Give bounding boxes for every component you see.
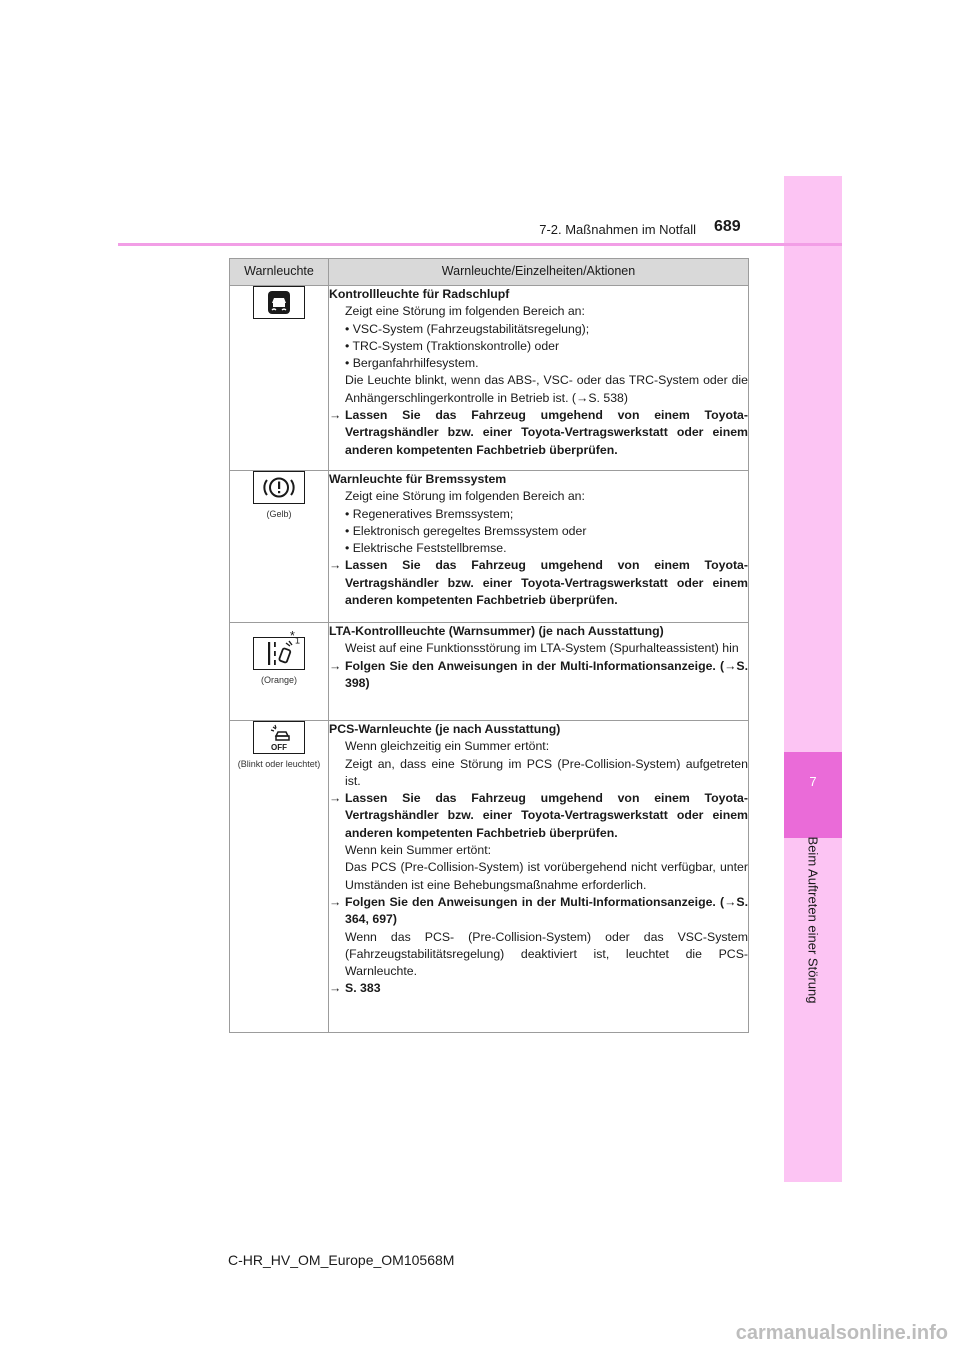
chapter-number: 7: [784, 752, 842, 838]
table-row: [230, 286, 749, 471]
header-rule: [118, 243, 842, 246]
arrow-icon: [329, 790, 345, 842]
bullet-item: • Regeneratives Bremssystem;: [345, 506, 514, 521]
watermark: carmanualsonline.info: [735, 1322, 948, 1344]
action-item: [329, 557, 748, 609]
arrow-icon: [329, 894, 345, 929]
action-item: [329, 894, 748, 929]
bullet-item: • TRC-System (Traktionskontrolle) oder: [345, 338, 560, 353]
section-title: 7-2. Maßnahmen im Notfall: [539, 222, 696, 237]
row-text: Das PCS (Pre-Collision-System) ist vorübergehend nicht verfügbar, unter Umständen ist eine Behebungsmaßnahme erforderlich.: [345, 860, 748, 892]
table-header-row: [230, 259, 749, 286]
action-item: [329, 658, 748, 693]
action-item: [329, 790, 748, 842]
table-row: [230, 471, 749, 623]
page-number: 689: [714, 218, 741, 235]
action-text: Folgen Sie den Anweisungen in der Multi-Informationsanzeige. (→S. 398): [345, 658, 748, 690]
row-text: Wenn kein Summer ertönt:: [345, 843, 492, 858]
row-text: Wenn das PCS- (Pre-Collision-System) oder das VSC-System (Fahrzeugstabilitätsregelung) deaktiviert ist, leuchtet die PCS-Warnleuchte.: [345, 929, 748, 979]
row-text: Weist auf eine Funktionsstörung im LTA-System (Spurhalteassistent) hin: [345, 641, 739, 656]
icon-cell: [230, 623, 329, 721]
table-row: [230, 721, 749, 1033]
details-cell: [329, 623, 749, 721]
icon-cell: [230, 286, 329, 471]
action-text: Folgen Sie den Anweisungen in der Multi-Informationsanzeige. (→S. 364, 697): [345, 894, 748, 927]
details-cell: [329, 286, 749, 471]
row-text: Zeigt eine Störung im folgenden Bereich an:: [345, 489, 585, 504]
icon-caption: (Blinkt oder leuchtet): [237, 759, 321, 769]
footnote-marker: $*_1$: [289, 628, 300, 646]
bullet-item: • VSC-System (Fahrzeugstabilitätsregelung);: [345, 321, 590, 336]
chapter-side-tab: [784, 176, 842, 1182]
row-title: PCS-Warnleuchte (je nach Ausstattung): [329, 722, 561, 736]
bullet-item: • Elektrische Feststellbremse.: [345, 541, 507, 556]
warning-light-table: [229, 258, 749, 1033]
table-row: [230, 623, 749, 721]
bullet-item: • Berganfahrhilfesystem.: [345, 356, 479, 371]
chapter-title: Beim Auftreten einer Störung: [805, 836, 821, 1004]
pcs-off-icon: [253, 721, 305, 754]
arrow-icon: [329, 557, 345, 609]
action-text: Lassen Sie das Fahrzeug umgehend von einem Toyota-Vertragshändler bzw. einer Toyota-Vertragswerkstatt oder einem anderen kompetenten Fachbetrieb überprüfen.: [345, 558, 748, 608]
arrow-icon: [329, 407, 345, 459]
icon-caption: (Gelb): [266, 509, 292, 519]
action-text: Lassen Sie das Fahrzeug umgehend von einem Toyota-Vertragshändler bzw. einer Toyota-Vertragswerkstatt oder einem anderen kompetenten Fachbetrieb überprüfen.: [345, 791, 748, 840]
icon-caption: (Orange): [260, 675, 297, 685]
header-warnleuchte: Warnleuchte: [230, 259, 329, 286]
pcs-off-text: OFF: [271, 743, 287, 752]
icon-cell: [230, 721, 329, 1033]
row-text: Zeigt an, dass eine Störung im PCS (Pre-Collision-System) aufgetreten ist.: [345, 756, 748, 788]
row-title: Warnleuchte für Bremssystem: [329, 472, 507, 486]
row-note: Die Leuchte blinkt, wenn das ABS-, VSC- oder das TRC-System oder die Anhängerschlingerkontrolle in Betrieb ist. (→S. 538): [345, 373, 748, 405]
bullet-item: • Elektronisch geregeltes Bremssystem oder: [345, 523, 587, 538]
details-cell: [329, 471, 749, 623]
row-title: Kontrollleuchte für Radschlupf: [329, 287, 510, 301]
arrow-icon: [329, 658, 345, 693]
header-details: Warnleuchte/Einzelheiten/Aktionen: [329, 259, 749, 286]
action-text: Lassen Sie das Fahrzeug umgehend von einem Toyota-Vertragshändler bzw. einer Toyota-Vertragswerkstatt oder einem anderen kompetenten Fachbetrieb überprüfen.: [345, 408, 748, 457]
slip-indicator-icon: [253, 286, 305, 319]
page-reference: S. 383: [345, 981, 381, 996]
details-cell: [329, 721, 749, 1033]
row-text: Zeigt eine Störung im folgenden Bereich an:: [345, 304, 585, 319]
arrow-icon: [329, 980, 345, 997]
action-item: [329, 407, 748, 459]
row-title: LTA-Kontrollleuchte (Warnsummer) (je nach Ausstattung): [329, 624, 664, 638]
row-text: Wenn gleichzeitig ein Summer ertönt:: [345, 739, 550, 754]
brake-warning-icon: [253, 471, 305, 504]
document-code: C-HR_HV_OM_Europe_OM10568M: [228, 1252, 455, 1268]
action-item: [329, 980, 748, 997]
icon-cell: [230, 471, 329, 623]
